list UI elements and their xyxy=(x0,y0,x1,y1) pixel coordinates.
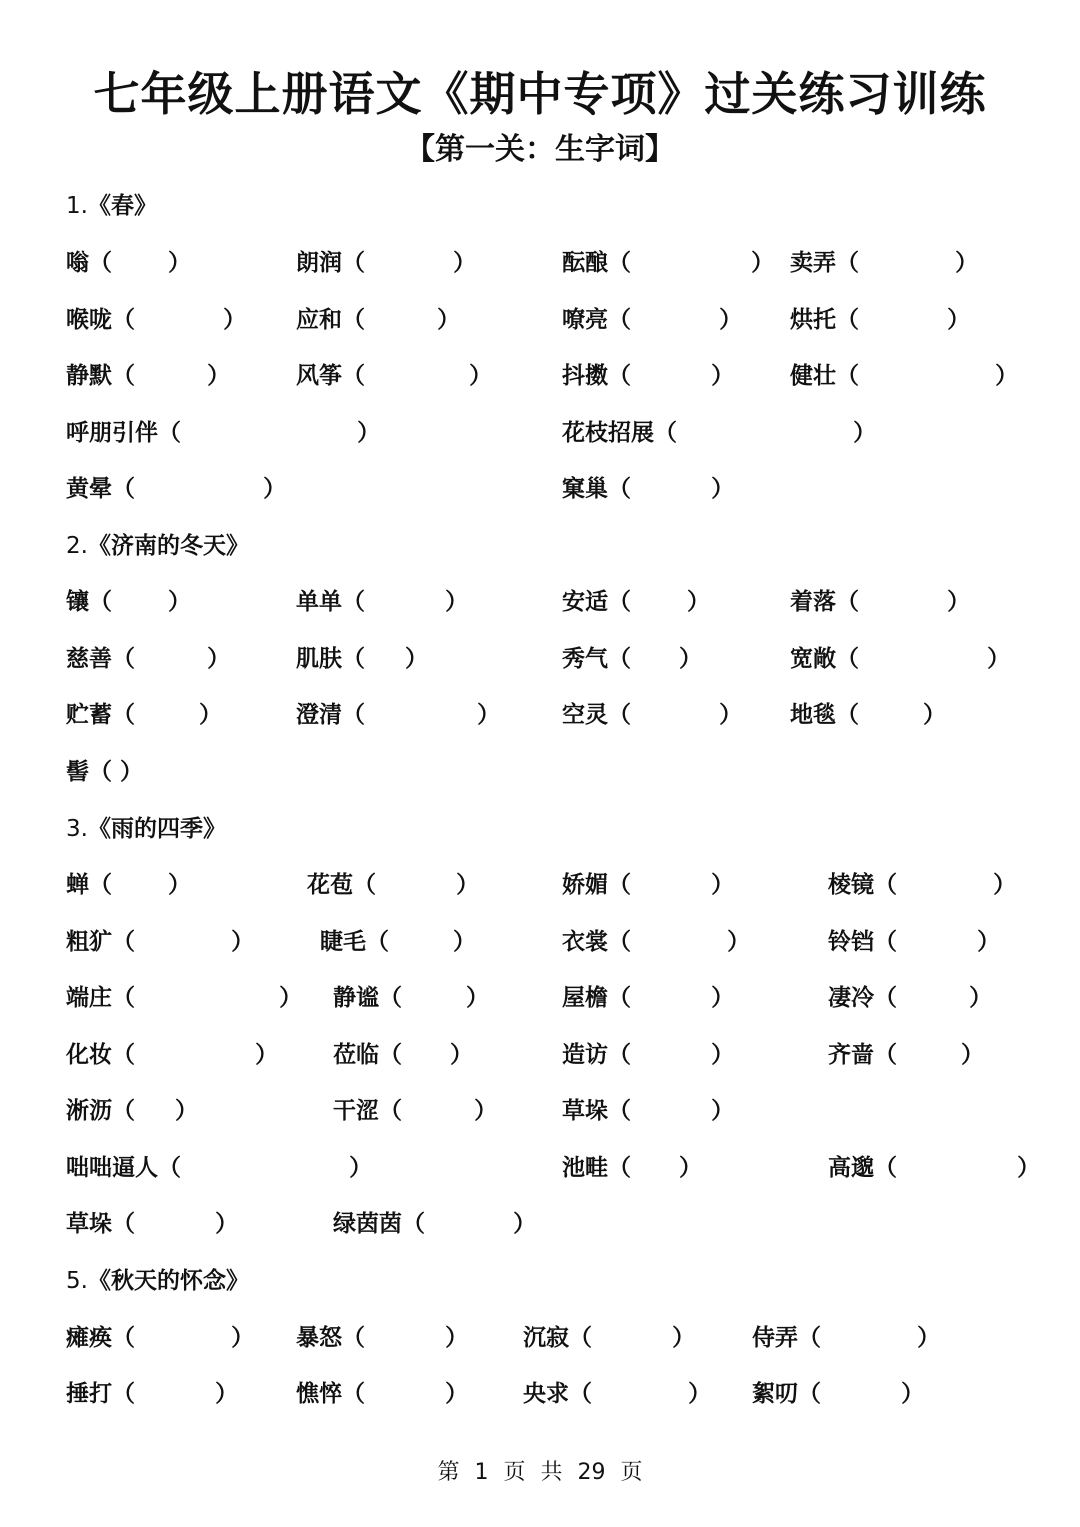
vocab-word: 絮叨 xyxy=(752,1380,798,1407)
footer-total-pages: 29 xyxy=(577,1460,606,1485)
vocab-word: 花枝招展 xyxy=(562,419,654,446)
vocab-word: 齐啬 xyxy=(828,1041,874,1068)
vocab-word: 草垛 xyxy=(562,1097,608,1124)
vocab-word: 造访 xyxy=(562,1041,608,1068)
vocab-item xyxy=(296,698,500,732)
vocab-word: 朗润 xyxy=(296,249,342,276)
pinyin-blank[interactable]: （ ） xyxy=(608,984,735,1011)
pinyin-blank[interactable]: （ ） xyxy=(379,1097,498,1124)
vocab-item xyxy=(790,642,1010,676)
pinyin-blank[interactable]: （ ） xyxy=(112,1380,239,1407)
vocab-word: 黄晕 xyxy=(66,475,112,502)
vocab-word: 宽敞 xyxy=(790,645,836,672)
vocab-word: 窠巢 xyxy=(562,475,608,502)
vocab-item xyxy=(333,1207,536,1241)
vocab-word: 高邈 xyxy=(828,1154,874,1181)
pinyin-blank[interactable]: （ ） xyxy=(608,645,703,672)
vocab-word: 健壮 xyxy=(790,362,836,389)
pinyin-blank[interactable]: （ ） xyxy=(342,306,461,333)
vocab-word: 端庄 xyxy=(66,984,112,1011)
vocab-word: 卖弄 xyxy=(790,249,836,276)
pinyin-blank[interactable]: （ ） xyxy=(608,1041,735,1068)
pinyin-blank[interactable]: （ ） xyxy=(836,645,1011,672)
vocab-item xyxy=(66,472,286,506)
pinyin-blank[interactable]: （ ） xyxy=(89,871,192,898)
pinyin-blank[interactable]: （ ） xyxy=(798,1380,925,1407)
pinyin-blank[interactable]: （ ） xyxy=(836,588,971,615)
pinyin-blank[interactable]: （ ） xyxy=(569,1324,696,1351)
section-name: 《春》 xyxy=(87,192,157,219)
page-title: 七年级上册语文《期中专项》过关练习训练 xyxy=(93,67,987,121)
vocab-item xyxy=(523,1321,695,1355)
pinyin-blank[interactable]: （ ） xyxy=(608,928,751,955)
pinyin-blank[interactable]: （ ） xyxy=(353,871,480,898)
vocab-word: 棱镜 xyxy=(828,871,874,898)
vocab-word: 央求 xyxy=(523,1380,569,1407)
vocab-item xyxy=(296,642,428,676)
vocab-word: 肌肤 xyxy=(296,645,342,672)
vocab-word: 空灵 xyxy=(562,701,608,728)
vocab-item xyxy=(562,1038,734,1072)
pinyin-blank[interactable]: （ ） xyxy=(608,1154,703,1181)
vocab-item xyxy=(562,359,734,393)
page-subtitle: 【第一关：生字词】 xyxy=(405,132,675,167)
section-name: 《秋天的怀念》 xyxy=(87,1267,249,1294)
vocab-word: 暴怒 xyxy=(296,1324,342,1351)
section-heading xyxy=(66,813,226,845)
vocab-word: 喉咙 xyxy=(66,306,112,333)
vocab-word: 镶 xyxy=(66,588,89,615)
footer-page-number: 1 xyxy=(474,1460,489,1485)
footer-middle: 页 共 xyxy=(503,1460,563,1485)
section-number: 2. xyxy=(66,533,88,559)
vocab-word: 绿茵茵 xyxy=(333,1210,402,1237)
vocab-item xyxy=(66,303,246,337)
vocab-item xyxy=(790,359,1018,393)
pinyin-blank[interactable]: （ ） xyxy=(836,362,1019,389)
pinyin-blank[interactable]: （ ） xyxy=(836,701,947,728)
vocab-word: 应和 xyxy=(296,306,342,333)
vocab-item xyxy=(66,642,230,676)
vocab-item xyxy=(562,698,742,732)
pinyin-blank[interactable]: （ ） xyxy=(379,1041,474,1068)
pinyin-blank[interactable]: （ ） xyxy=(608,871,735,898)
pinyin-blank[interactable]: （ ） xyxy=(608,701,743,728)
vocab-item xyxy=(523,1377,711,1411)
vocab-word: 莅临 xyxy=(333,1041,379,1068)
pinyin-blank[interactable]: （ ） xyxy=(874,984,993,1011)
footer-prefix: 第 xyxy=(437,1460,460,1485)
vocab-word: 铃铛 xyxy=(828,928,874,955)
vocab-word: 静默 xyxy=(66,362,112,389)
vocab-word: 髻 xyxy=(66,758,89,785)
section-number: 3. xyxy=(66,816,88,842)
pinyin-blank[interactable]: （ ） xyxy=(836,306,971,333)
pinyin-blank[interactable]: （ ） xyxy=(608,1097,735,1124)
vocab-item xyxy=(296,1321,468,1355)
vocab-word: 安适 xyxy=(562,588,608,615)
vocab-item xyxy=(296,303,460,337)
vocab-item xyxy=(296,1377,468,1411)
section-heading xyxy=(66,190,157,222)
pinyin-blank[interactable]: （ ） xyxy=(342,588,469,615)
vocab-item xyxy=(562,925,750,959)
vocab-item xyxy=(296,246,476,280)
vocab-item xyxy=(333,1038,473,1072)
vocab-word: 凄冷 xyxy=(828,984,874,1011)
pinyin-blank[interactable]: （ ） xyxy=(342,362,493,389)
vocab-word: 慈善 xyxy=(66,645,112,672)
pinyin-blank[interactable]: （ ） xyxy=(112,645,231,672)
pinyin-blank[interactable]: （ ） xyxy=(836,249,979,276)
vocab-item xyxy=(790,698,946,732)
section-name: 《济南的冬天》 xyxy=(87,532,249,559)
pinyin-blank[interactable]: （ ） xyxy=(112,1324,255,1351)
vocab-word: 单单 xyxy=(296,588,342,615)
vocab-word: 淅沥 xyxy=(66,1097,112,1124)
vocab-item xyxy=(333,981,489,1015)
vocab-word: 蝉 xyxy=(66,871,89,898)
section-number: 5. xyxy=(66,1268,88,1294)
vocab-item xyxy=(790,585,970,619)
pinyin-blank[interactable]: （ ） xyxy=(89,249,192,276)
vocab-item xyxy=(66,1151,372,1185)
vocab-item xyxy=(66,1038,278,1072)
pinyin-blank[interactable]: （ ） xyxy=(874,1041,985,1068)
pinyin-blank[interactable]: （ ） xyxy=(654,419,877,446)
vocab-word: 屋檐 xyxy=(562,984,608,1011)
vocab-item xyxy=(562,642,702,676)
vocab-word: 风筝 xyxy=(296,362,342,389)
vocab-word: 嘹亮 xyxy=(562,306,608,333)
pinyin-blank[interactable]: （ ） xyxy=(608,306,743,333)
vocab-item xyxy=(66,585,191,619)
pinyin-blank[interactable]: （ ） xyxy=(342,249,477,276)
vocab-item xyxy=(828,925,1000,959)
vocab-item xyxy=(66,246,191,280)
vocab-item xyxy=(828,1038,984,1072)
vocab-item xyxy=(562,1094,734,1128)
section-heading xyxy=(66,1265,249,1297)
vocab-word: 嗡 xyxy=(66,249,89,276)
vocab-item xyxy=(66,1321,254,1355)
section-number: 1. xyxy=(66,193,88,219)
vocab-item xyxy=(790,303,970,337)
vocab-item xyxy=(66,868,191,902)
page-footer xyxy=(0,1457,1080,1489)
vocab-word: 侍弄 xyxy=(752,1324,798,1351)
vocab-word: 咄咄逼人 xyxy=(66,1154,158,1181)
vocab-word: 澄清 xyxy=(296,701,342,728)
vocab-item xyxy=(790,246,978,280)
vocab-word: 贮蓄 xyxy=(66,701,112,728)
vocab-item xyxy=(296,585,468,619)
vocab-item xyxy=(66,1094,198,1128)
pinyin-blank[interactable]: （ ） xyxy=(874,871,1017,898)
vocab-item xyxy=(562,416,876,450)
pinyin-blank[interactable]: （ ） xyxy=(112,1041,279,1068)
vocab-word: 地毯 xyxy=(790,701,836,728)
vocab-word: 草垛 xyxy=(66,1210,112,1237)
vocab-word: 捶打 xyxy=(66,1380,112,1407)
vocab-item xyxy=(66,359,230,393)
vocab-word: 抖擞 xyxy=(562,362,608,389)
pinyin-blank[interactable]: （ ） xyxy=(112,928,255,955)
vocab-word: 憔悴 xyxy=(296,1380,342,1407)
pinyin-blank[interactable]: （ ） xyxy=(608,362,735,389)
vocab-word: 干涩 xyxy=(333,1097,379,1124)
vocab-item xyxy=(828,1151,1040,1185)
section-heading xyxy=(66,530,249,562)
pinyin-blank[interactable]: （ ） xyxy=(342,1380,469,1407)
vocab-item xyxy=(752,1377,924,1411)
vocab-item xyxy=(562,585,710,619)
vocab-word: 着落 xyxy=(790,588,836,615)
vocab-item xyxy=(562,246,774,280)
pinyin-blank[interactable]: （ ） xyxy=(112,1210,239,1237)
pinyin-blank[interactable]: （ ） xyxy=(608,475,735,502)
pinyin-blank[interactable]: （ ） xyxy=(379,984,490,1011)
pinyin-blank[interactable]: （ ） xyxy=(874,928,1001,955)
pinyin-blank[interactable]: （ ） xyxy=(112,306,247,333)
vocab-item xyxy=(562,981,734,1015)
vocab-item xyxy=(562,868,734,902)
vocab-item xyxy=(66,925,254,959)
pinyin-blank[interactable]: （ ） xyxy=(608,249,775,276)
vocab-word: 花苞 xyxy=(307,871,353,898)
vocab-word: 酝酿 xyxy=(562,249,608,276)
pinyin-blank[interactable]: （ ） xyxy=(89,588,192,615)
vocab-item xyxy=(66,1207,238,1241)
pinyin-blank[interactable]: （ ） xyxy=(569,1380,712,1407)
pinyin-blank[interactable]: （ ） xyxy=(89,758,144,785)
vocab-item xyxy=(320,925,476,959)
vocab-item xyxy=(752,1321,940,1355)
vocab-word: 睫毛 xyxy=(320,928,366,955)
pinyin-blank[interactable]: （ ） xyxy=(342,1324,469,1351)
vocab-word: 娇媚 xyxy=(562,871,608,898)
vocab-word: 沉寂 xyxy=(523,1324,569,1351)
vocab-item xyxy=(296,359,492,393)
vocab-item xyxy=(66,755,143,789)
vocab-word: 化妆 xyxy=(66,1041,112,1068)
pinyin-blank[interactable]: （ ） xyxy=(158,1154,373,1181)
vocab-word: 粗犷 xyxy=(66,928,112,955)
vocab-item xyxy=(307,868,479,902)
vocab-word: 瘫痪 xyxy=(66,1324,112,1351)
pinyin-blank[interactable]: （ ） xyxy=(112,984,303,1011)
pinyin-blank[interactable]: （ ） xyxy=(342,701,501,728)
pinyin-blank[interactable]: （ ） xyxy=(402,1210,537,1237)
vocab-item xyxy=(66,1377,238,1411)
vocab-word: 池畦 xyxy=(562,1154,608,1181)
vocab-item xyxy=(562,472,734,506)
vocab-word: 呼朋引伴 xyxy=(66,419,158,446)
vocab-item xyxy=(562,303,742,337)
pinyin-blank[interactable]: （ ） xyxy=(342,645,429,672)
vocab-item xyxy=(828,981,992,1015)
vocab-word: 静谧 xyxy=(333,984,379,1011)
vocab-word: 秀气 xyxy=(562,645,608,672)
pinyin-blank[interactable]: （ ） xyxy=(366,928,477,955)
pinyin-blank[interactable]: （ ） xyxy=(874,1154,1041,1181)
footer-suffix: 页 xyxy=(620,1460,643,1485)
pinyin-blank[interactable]: （ ） xyxy=(798,1324,941,1351)
vocab-item xyxy=(66,416,380,450)
vocab-word: 衣裳 xyxy=(562,928,608,955)
pinyin-blank[interactable]: （ ） xyxy=(608,588,711,615)
section-name: 《雨的四季》 xyxy=(87,815,226,842)
pinyin-blank[interactable]: （ ） xyxy=(112,701,223,728)
pinyin-blank[interactable]: （ ） xyxy=(158,419,381,446)
vocab-item xyxy=(562,1151,702,1185)
vocab-item xyxy=(66,698,222,732)
pinyin-blank[interactable]: （ ） xyxy=(112,1097,199,1124)
vocab-item xyxy=(333,1094,497,1128)
vocab-item xyxy=(66,981,302,1015)
pinyin-blank[interactable]: （ ） xyxy=(112,475,287,502)
vocab-word: 烘托 xyxy=(790,306,836,333)
vocab-item xyxy=(828,868,1016,902)
pinyin-blank[interactable]: （ ） xyxy=(112,362,231,389)
